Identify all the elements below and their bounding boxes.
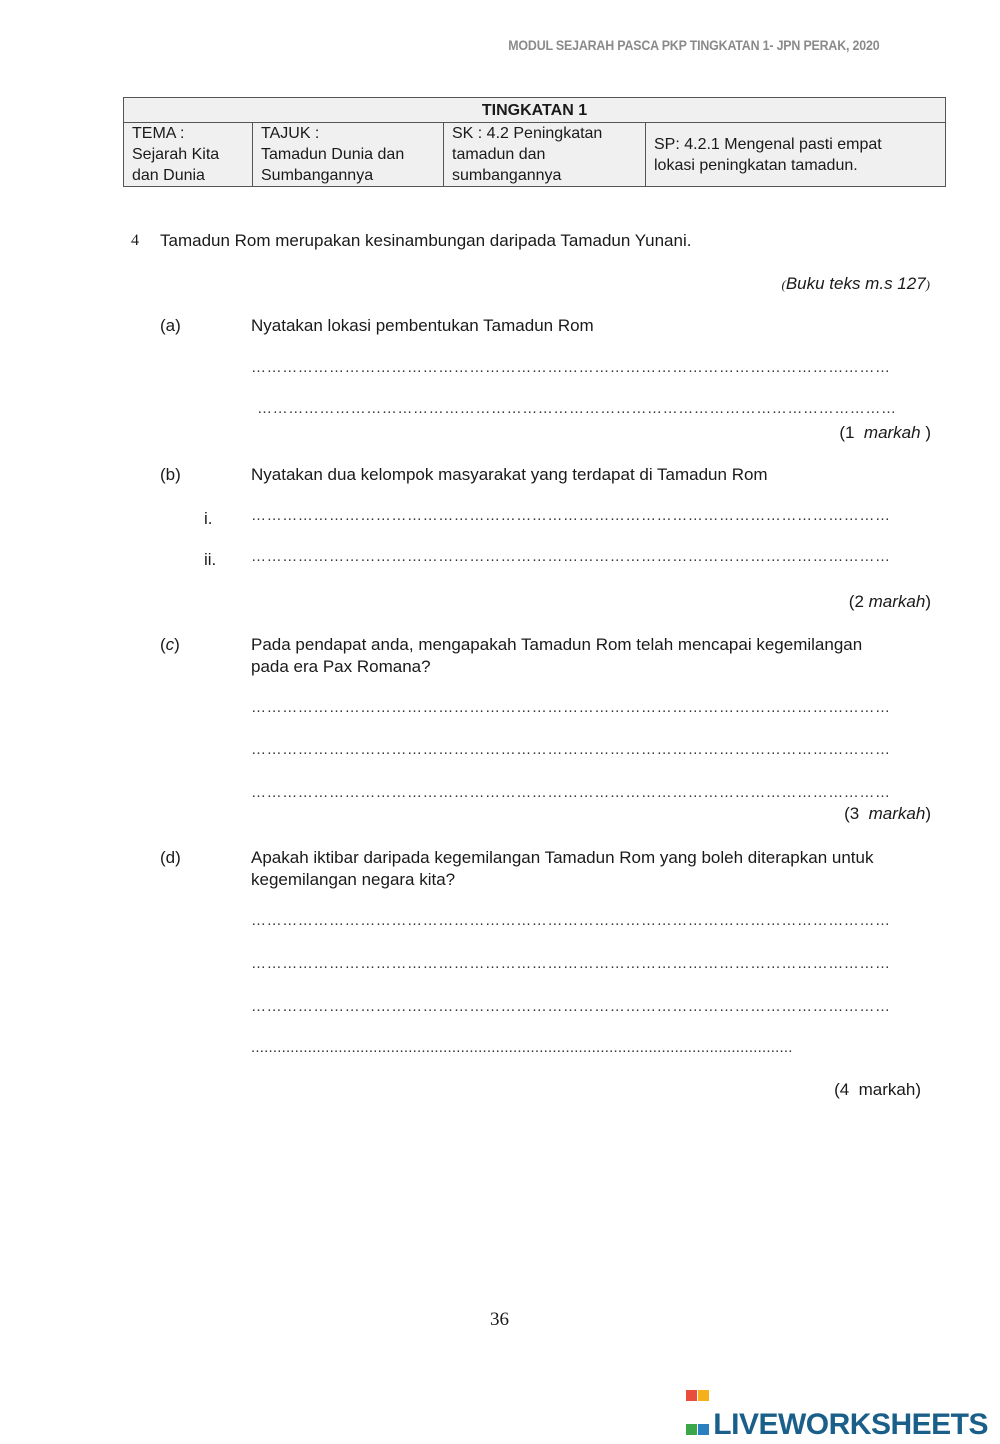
answer-line-b1[interactable]: …………………………………………………………………………………………………………… xyxy=(251,507,891,524)
table-heading: TINGKATAN 1 xyxy=(124,98,946,123)
marks-close: ) xyxy=(925,592,931,611)
sk-line: sumbangannya xyxy=(452,167,562,184)
marks-word: markah xyxy=(868,804,926,823)
page-number: 36 xyxy=(490,1309,509,1330)
sk-cell xyxy=(444,123,646,187)
reference-text: Buku teks m.s 127 xyxy=(785,274,926,293)
textbook-reference: (Buku teks m.s 127) xyxy=(781,274,930,293)
marks-word: markah xyxy=(863,423,921,442)
question-number: 4 xyxy=(131,232,139,249)
tema-line: Sejarah Kita xyxy=(132,146,220,163)
sk-line: tamadun dan xyxy=(452,146,546,163)
sk-label: SK : 4.2 Peningkatan xyxy=(452,125,603,142)
tema-label: TEMA : xyxy=(132,125,185,142)
answer-line-d3[interactable]: …………………………………………………………………………………………………………… xyxy=(251,998,891,1015)
answer-line-c3[interactable]: …………………………………………………………………………………………………………… xyxy=(251,784,891,801)
topic-info-table xyxy=(123,97,946,187)
part-a-label: (a) xyxy=(160,316,181,335)
tajuk-line: Sumbangannya xyxy=(261,167,374,184)
liveworksheets-logo-icon xyxy=(686,1376,710,1400)
tajuk-line: Tamadun Dunia dan xyxy=(261,146,405,163)
label-open: ( xyxy=(160,635,166,654)
liveworksheets-watermark xyxy=(686,1376,988,1442)
part-d-question-line1: Apakah iktibar daripada kegemilangan Tamadun Rom yang boleh diterapkan untuk xyxy=(251,848,874,867)
tajuk-label: TAJUK : xyxy=(261,125,320,142)
answer-line-d2[interactable]: …………………………………………………………………………………………………………… xyxy=(251,955,891,972)
answer-line-a1[interactable]: …………………………………………………………………………………………………………… xyxy=(251,359,891,376)
part-a-marks xyxy=(839,423,931,443)
answer-line-c1[interactable]: …………………………………………………………………………………………………………… xyxy=(251,699,891,716)
answer-line-a2[interactable]: …………………………………………………………………………………………………………… xyxy=(257,400,897,417)
part-c-label xyxy=(160,634,180,656)
marks-number: (2 xyxy=(848,592,864,611)
part-b-question: Nyatakan dua kelompok masyarakat yang terdapat di Tamadun Rom xyxy=(251,465,768,484)
marks-close: ) xyxy=(925,804,931,823)
answer-line-d1[interactable]: …………………………………………………………………………………………………………… xyxy=(251,912,891,929)
part-c-question-line2: pada era Pax Romana? xyxy=(251,657,431,676)
sp-line: SP: 4.2.1 Mengenal pasti empat xyxy=(654,135,882,153)
label-close: ) xyxy=(174,635,180,654)
marks-close: ) xyxy=(925,423,931,442)
tema-cell xyxy=(124,123,253,187)
question-stem: Tamadun Rom merupakan kesinambungan daripada Tamadun Yunani. xyxy=(160,231,692,250)
marks-number: (1 xyxy=(839,423,855,442)
part-a-question: Nyatakan lokasi pembentukan Tamadun Rom xyxy=(251,316,594,335)
module-header-title: MODUL SEJARAH PASCA PKP TINGKATAN 1- JPN PERAK, 2020 xyxy=(507,38,879,53)
part-d-question-line2: kegemilangan negara kita? xyxy=(251,870,456,889)
sp-line: lokasi peningkatan tamadun. xyxy=(654,156,858,174)
answer-line-d4[interactable]: ............................................................................................................................ xyxy=(251,1039,793,1056)
marks-word: markah xyxy=(868,592,926,611)
part-c-marks xyxy=(844,804,931,824)
marks-number: (3 xyxy=(844,804,860,823)
answer-line-b2[interactable]: …………………………………………………………………………………………………………… xyxy=(251,548,891,565)
part-d-marks: (4 markah) xyxy=(834,1080,921,1099)
part-b-label: (b) xyxy=(160,465,181,484)
answer-line-c2[interactable]: …………………………………………………………………………………………………………… xyxy=(251,741,891,758)
label-letter: c xyxy=(165,635,175,654)
tema-line: dan Dunia xyxy=(132,167,205,184)
part-b-marks xyxy=(849,592,931,612)
part-c-question-line1: Pada pendapat anda, mengapakah Tamadun Rom telah mencapai kegemilangan xyxy=(251,635,863,654)
tajuk-cell xyxy=(253,123,444,187)
part-b-sub-i: i. xyxy=(204,509,213,528)
part-d-label: (d) xyxy=(160,848,181,867)
part-b-sub-ii: ii. xyxy=(204,550,217,569)
sp-cell xyxy=(646,123,946,187)
watermark-text: LIVEWORKSHEETS xyxy=(713,1408,988,1441)
